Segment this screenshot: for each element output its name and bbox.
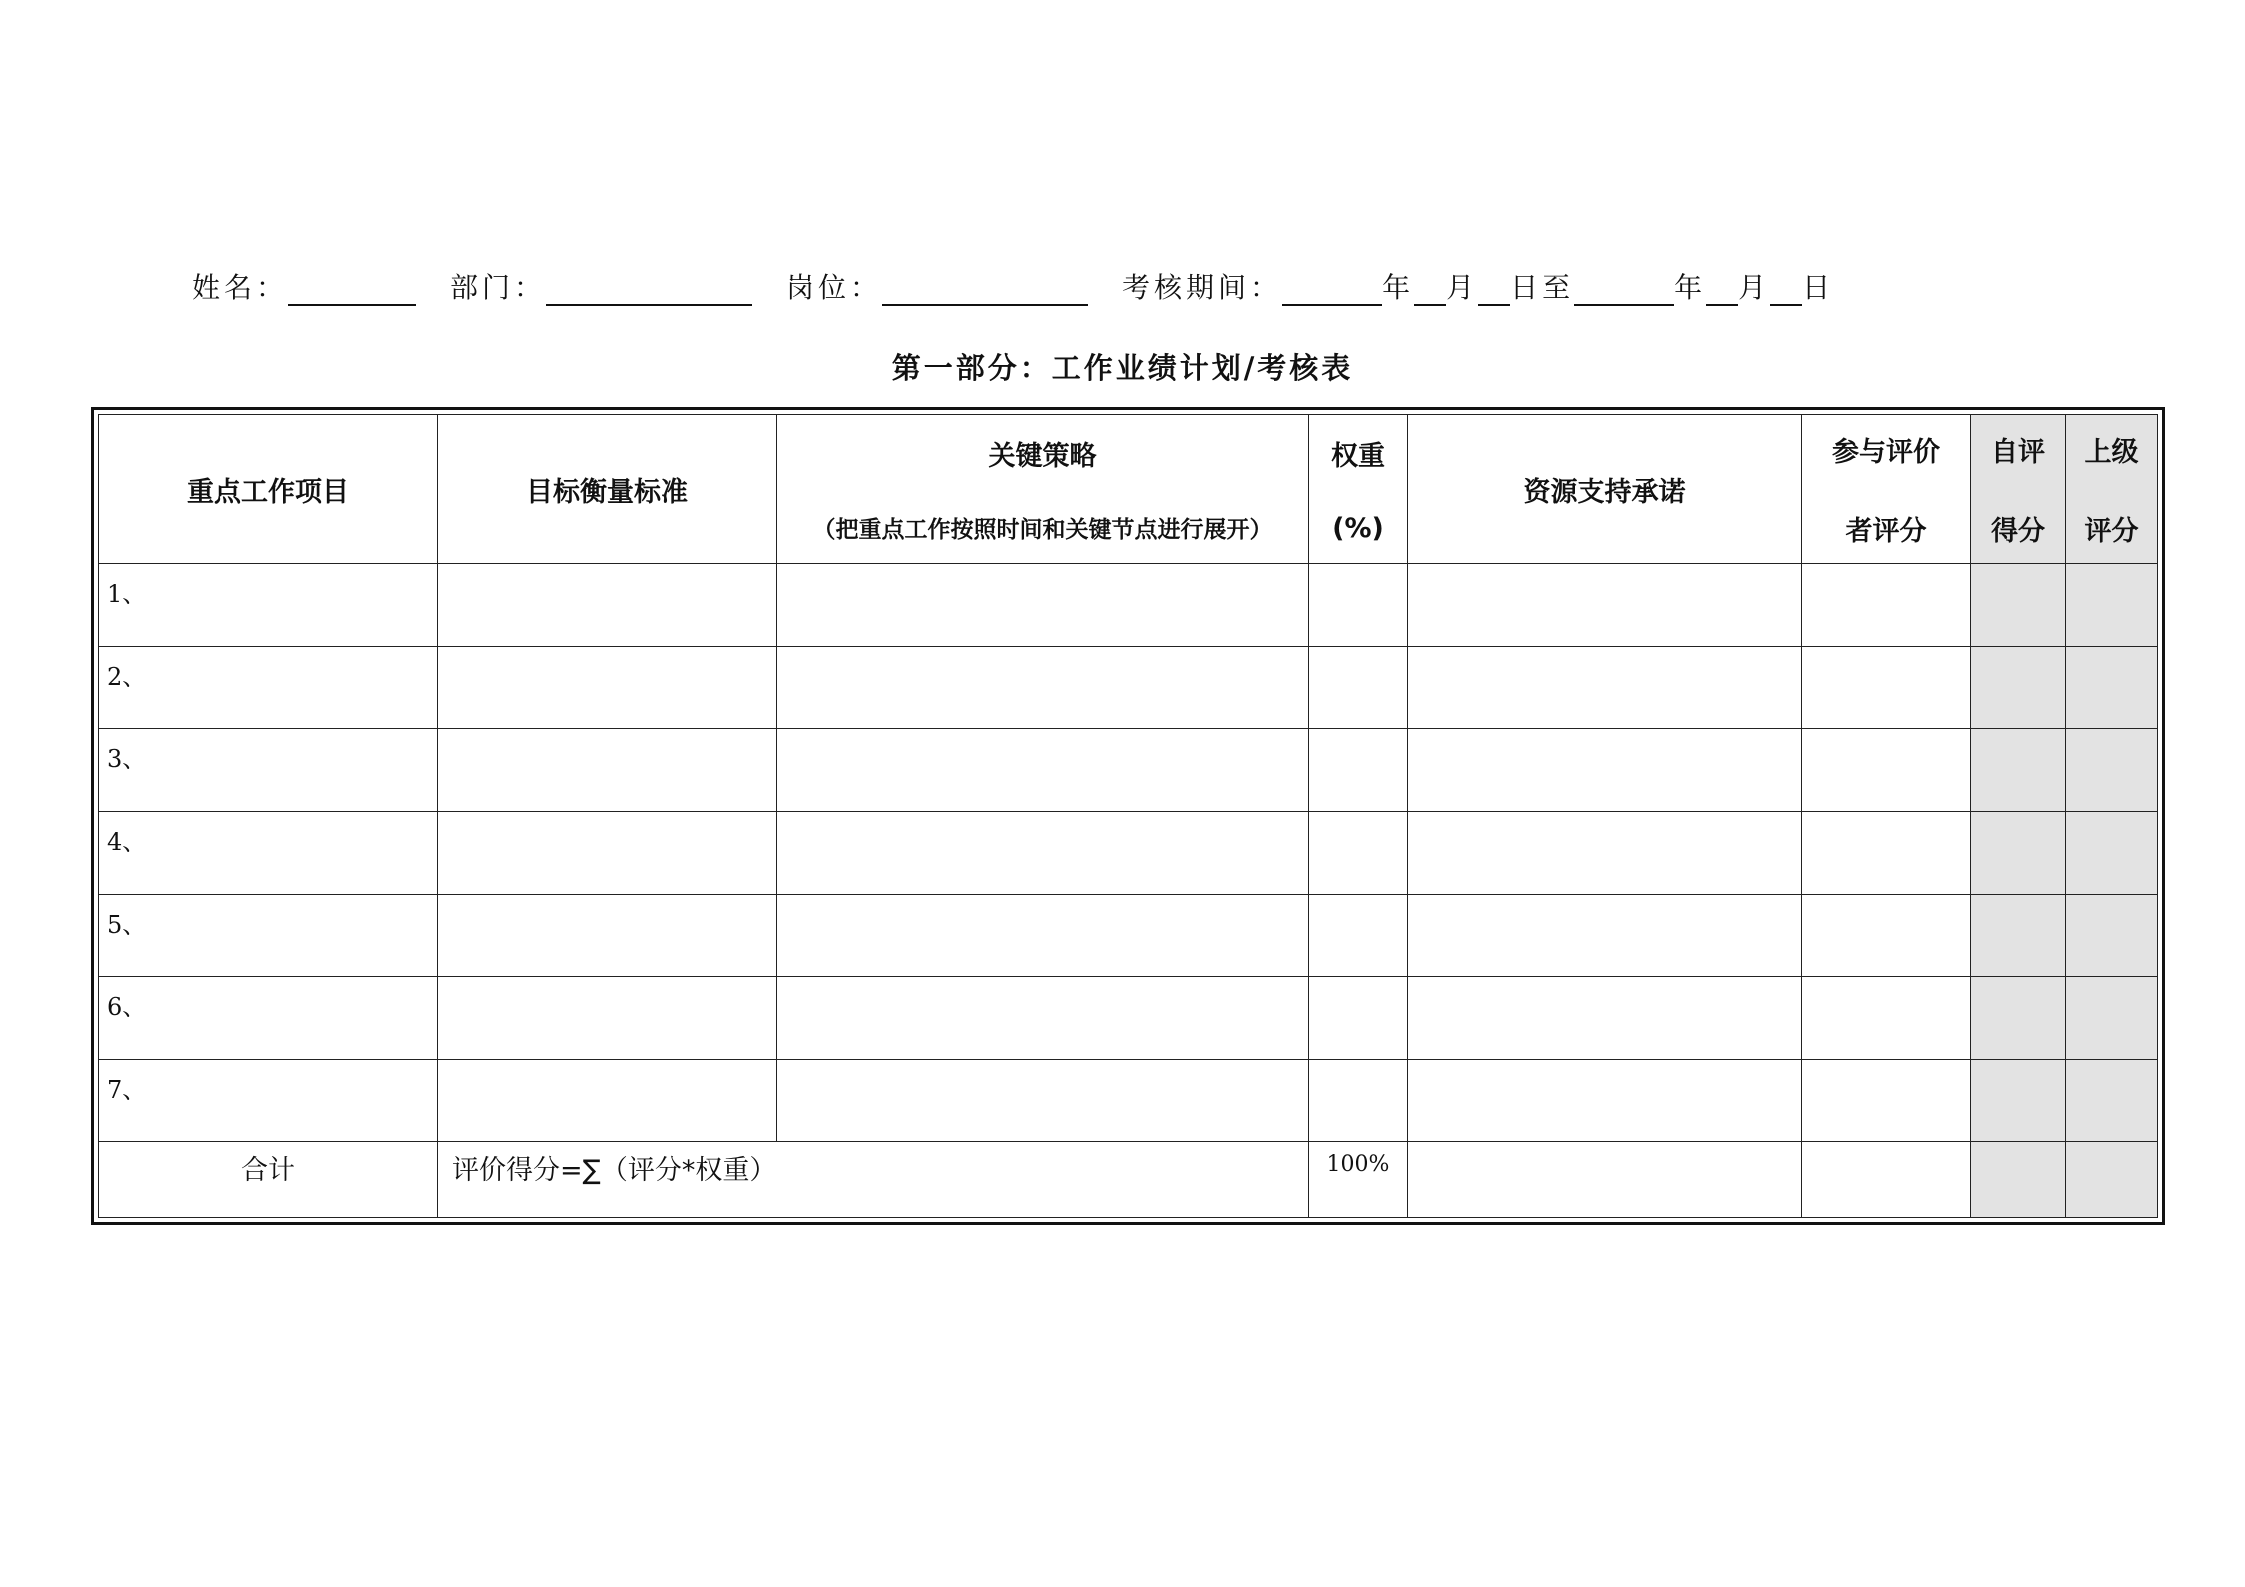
table-row	[99, 1059, 2158, 1142]
table-cell[interactable]	[1408, 564, 1802, 647]
table-cell[interactable]	[438, 1059, 777, 1142]
table-cell[interactable]	[1802, 1059, 1971, 1142]
self-score-cell[interactable]	[1971, 729, 2066, 812]
table-cell[interactable]	[777, 646, 1309, 729]
year-label-2: 年	[1674, 271, 1707, 304]
total-formula: 评价得分=∑（评分*权重）	[438, 1142, 1309, 1218]
table-cell[interactable]	[1408, 729, 1802, 812]
header-resource-support: 资源支持承诺	[1408, 415, 1802, 564]
table-cell[interactable]	[1309, 894, 1408, 977]
self-score-cell[interactable]	[1971, 811, 2066, 894]
superior-score-cell[interactable]	[2066, 729, 2158, 812]
header-row	[99, 415, 2158, 564]
header-self-score: 自评 得分	[1971, 415, 2066, 564]
table-cell[interactable]	[438, 729, 777, 812]
table-cell[interactable]	[1802, 1142, 1971, 1218]
superior-score-cell[interactable]	[2066, 894, 2158, 977]
table-cell[interactable]	[1408, 811, 1802, 894]
table-cell[interactable]	[1802, 811, 1971, 894]
header-target-standard: 目标衡量标准	[438, 415, 777, 564]
self-score-cell[interactable]	[1971, 564, 2066, 647]
table-cell[interactable]	[438, 646, 777, 729]
header-participant-score: 参与评价 者评分	[1802, 415, 1971, 564]
table-cell[interactable]	[777, 977, 1309, 1060]
header-key-work: 重点工作项目	[99, 415, 438, 564]
table-cell[interactable]	[777, 729, 1309, 812]
table-cell[interactable]	[777, 894, 1309, 977]
total-label: 合计	[99, 1142, 438, 1218]
row-number[interactable]: 6、	[99, 977, 438, 1060]
self-score-total-cell[interactable]	[1971, 1142, 2066, 1218]
row-number[interactable]: 3、	[99, 729, 438, 812]
table-cell[interactable]	[777, 811, 1309, 894]
table-cell[interactable]	[438, 811, 777, 894]
table-row	[99, 729, 2158, 812]
superior-score-cell[interactable]	[2066, 646, 2158, 729]
table-cell[interactable]	[777, 1059, 1309, 1142]
dept-label: 部门：	[450, 271, 547, 304]
table-row	[99, 564, 2158, 647]
superior-score-cell[interactable]	[2066, 977, 2158, 1060]
row-number[interactable]: 1、	[99, 564, 438, 647]
superior-score-cell[interactable]	[2066, 564, 2158, 647]
self-score-cell[interactable]	[1971, 977, 2066, 1060]
start-day-field[interactable]	[1478, 270, 1510, 306]
end-month-field[interactable]	[1706, 270, 1738, 306]
table-row	[99, 811, 2158, 894]
month-label-2: 月	[1738, 271, 1771, 304]
table-cell[interactable]	[438, 977, 777, 1060]
header-superior-score: 上级 评分	[2066, 415, 2158, 564]
position-field[interactable]	[882, 270, 1088, 306]
table-cell[interactable]	[1802, 729, 1971, 812]
self-score-cell[interactable]	[1971, 894, 2066, 977]
table-cell[interactable]	[1802, 894, 1971, 977]
performance-table	[98, 414, 2158, 1218]
header-weight: 权重 (%)	[1309, 415, 1408, 564]
start-year-field[interactable]	[1282, 270, 1382, 306]
table-row	[99, 646, 2158, 729]
table-cell[interactable]	[777, 564, 1309, 647]
table-cell[interactable]	[1309, 977, 1408, 1060]
table-cell[interactable]	[1408, 646, 1802, 729]
table-cell[interactable]	[1408, 1142, 1802, 1218]
day-to-label: 日至	[1510, 271, 1575, 304]
table-cell[interactable]	[1802, 977, 1971, 1060]
row-number[interactable]: 7、	[99, 1059, 438, 1142]
dept-field[interactable]	[546, 270, 752, 306]
name-label: 姓名：	[192, 271, 289, 304]
table-cell[interactable]	[1408, 894, 1802, 977]
table-cell[interactable]	[1309, 1059, 1408, 1142]
row-number[interactable]: 4、	[99, 811, 438, 894]
superior-score-cell[interactable]	[2066, 811, 2158, 894]
section-title: 第一部分：工作业绩计划/考核表	[891, 351, 1354, 385]
table-cell[interactable]	[1309, 811, 1408, 894]
table-cell[interactable]	[1408, 977, 1802, 1060]
year-label: 年	[1382, 271, 1415, 304]
table-cell[interactable]	[1309, 646, 1408, 729]
self-score-cell[interactable]	[1971, 646, 2066, 729]
day-label-2: 日	[1802, 271, 1835, 304]
start-month-field[interactable]	[1414, 270, 1446, 306]
period-label: 考核期间：	[1122, 271, 1283, 304]
total-row	[99, 1142, 2158, 1218]
row-number[interactable]: 5、	[99, 894, 438, 977]
table-cell[interactable]	[1309, 564, 1408, 647]
header-key-strategy-note: （把重点工作按照时间和关键节点进行展开）	[812, 517, 1273, 544]
superior-score-cell[interactable]	[2066, 1059, 2158, 1142]
table-cell[interactable]	[438, 894, 777, 977]
position-label: 岗位：	[786, 271, 883, 304]
table-cell[interactable]	[1309, 729, 1408, 812]
end-day-field[interactable]	[1770, 270, 1802, 306]
self-score-cell[interactable]	[1971, 1059, 2066, 1142]
info-line	[192, 262, 1834, 306]
total-weight: 100%	[1309, 1142, 1408, 1218]
table-cell[interactable]	[1802, 564, 1971, 647]
table-row	[99, 977, 2158, 1060]
superior-score-total-cell[interactable]	[2066, 1142, 2158, 1218]
table-cell[interactable]	[438, 564, 777, 647]
table-cell[interactable]	[1802, 646, 1971, 729]
row-number[interactable]: 2、	[99, 646, 438, 729]
name-field[interactable]	[288, 270, 416, 306]
month-label: 月	[1446, 271, 1479, 304]
header-key-strategy: 关键策略 （把重点工作按照时间和关键节点进行展开）	[777, 415, 1309, 564]
end-year-field[interactable]	[1574, 270, 1674, 306]
performance-table-frame	[91, 407, 2165, 1225]
table-row	[99, 894, 2158, 977]
table-cell[interactable]	[1408, 1059, 1802, 1142]
